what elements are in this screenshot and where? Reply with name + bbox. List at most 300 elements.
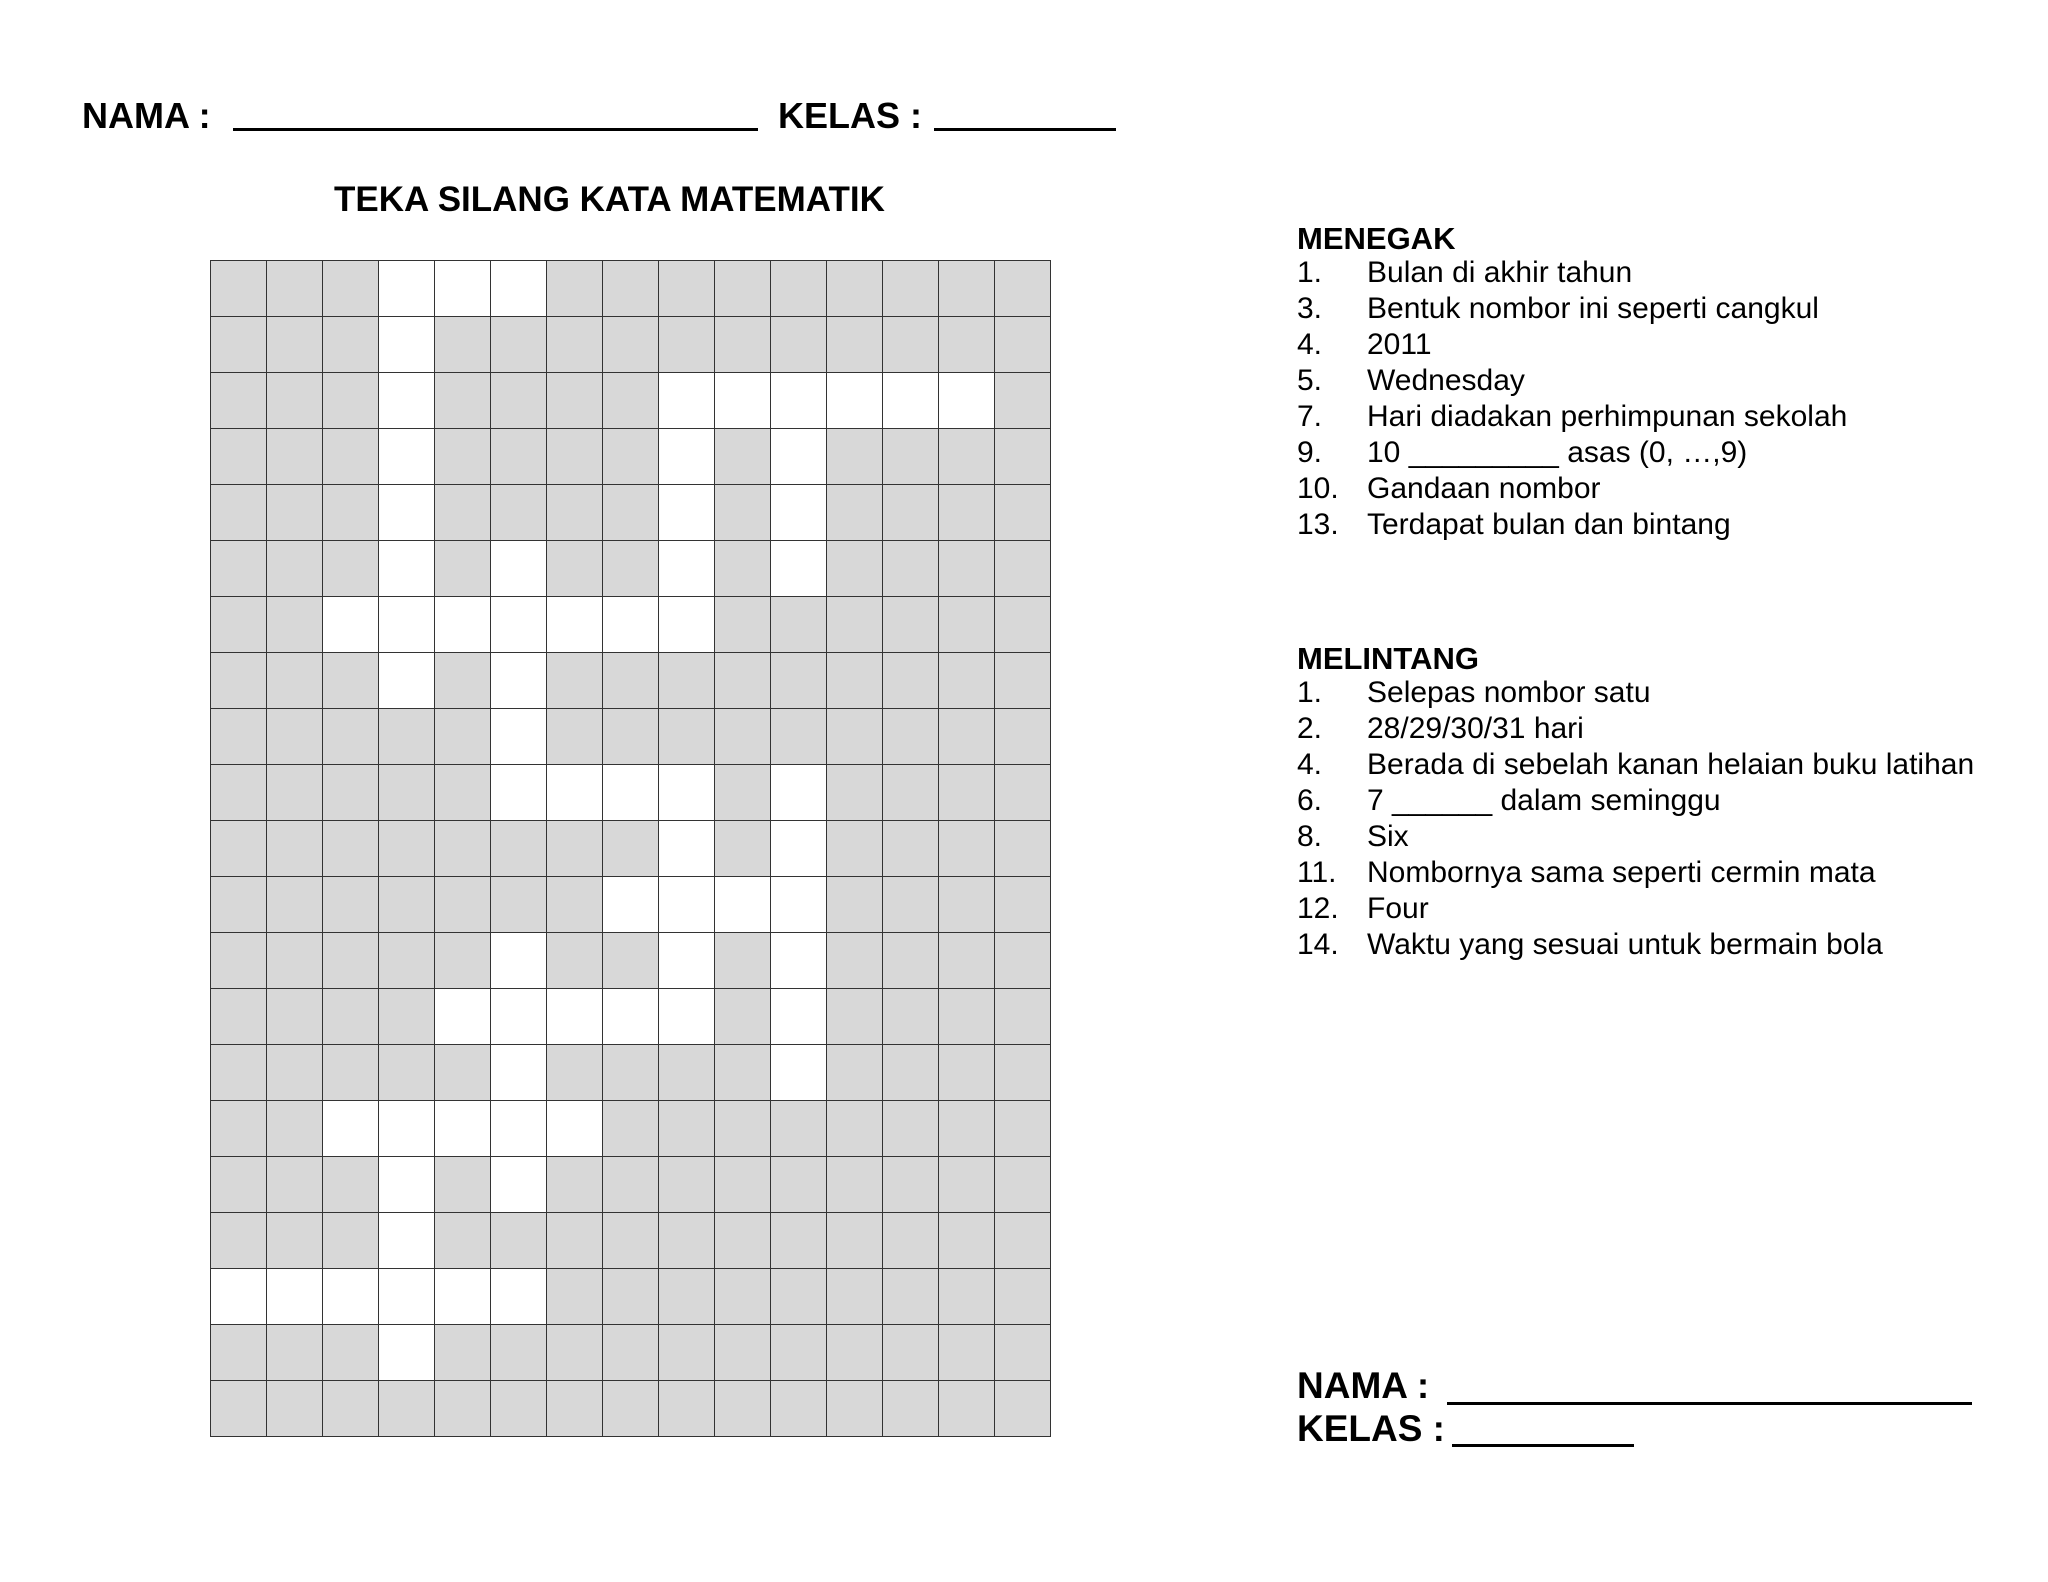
crossword-cell-blocked [771, 1101, 827, 1157]
crossword-cell-open[interactable] [659, 821, 715, 877]
crossword-cell-blocked [323, 373, 379, 429]
crossword-cell-open[interactable] [547, 989, 603, 1045]
clue-text: Bentuk nombor ini seperti cangkul [1367, 292, 1819, 325]
crossword-cell-open[interactable] [659, 933, 715, 989]
crossword-cell-blocked [995, 1269, 1051, 1325]
crossword-cell-open[interactable] [435, 597, 491, 653]
melintang-title: MELINTANG [1297, 641, 1479, 676]
crossword-cell-open[interactable] [659, 989, 715, 1045]
crossword-cell-blocked [267, 597, 323, 653]
crossword-cell-blocked [435, 1213, 491, 1269]
crossword-cell-blocked [491, 1213, 547, 1269]
crossword-cell-blocked [211, 877, 267, 933]
crossword-cell-blocked [827, 317, 883, 373]
crossword-cell-open[interactable] [771, 485, 827, 541]
crossword-cell-open[interactable] [603, 597, 659, 653]
crossword-cell-blocked [883, 653, 939, 709]
crossword-cell-blocked [883, 933, 939, 989]
crossword-cell-open[interactable] [827, 373, 883, 429]
clue-text: 10 _________ asas (0, …,9) [1367, 436, 1748, 469]
crossword-cell-blocked [771, 1213, 827, 1269]
crossword-cell-open[interactable] [379, 317, 435, 373]
crossword-cell-open[interactable] [211, 1269, 267, 1325]
crossword-cell-blocked [995, 429, 1051, 485]
crossword-cell-blocked [491, 317, 547, 373]
clue-number: 12. [1297, 892, 1339, 925]
crossword-cell-blocked [267, 1101, 323, 1157]
crossword-cell-open[interactable] [323, 1269, 379, 1325]
crossword-cell-open[interactable] [491, 653, 547, 709]
crossword-cell-blocked [323, 709, 379, 765]
crossword-cell-open[interactable] [547, 765, 603, 821]
clue-number: 3. [1297, 292, 1323, 325]
crossword-cell-blocked [547, 1045, 603, 1101]
crossword-cell-blocked [939, 1381, 995, 1437]
crossword-cell-open[interactable] [883, 373, 939, 429]
crossword-cell-blocked [939, 1269, 995, 1325]
clue-text: Terdapat bulan dan bintang [1367, 508, 1731, 541]
crossword-cell-blocked [435, 877, 491, 933]
crossword-cell-blocked [323, 653, 379, 709]
crossword-cell-blocked [435, 1045, 491, 1101]
crossword-cell-blocked [211, 1325, 267, 1381]
crossword-cell-open[interactable] [491, 989, 547, 1045]
crossword-cell-blocked [939, 1157, 995, 1213]
crossword-cell-blocked [323, 317, 379, 373]
crossword-cell-blocked [547, 541, 603, 597]
crossword-cell-open[interactable] [547, 1101, 603, 1157]
clue-text: 2011 [1367, 328, 1432, 361]
crossword-cell-blocked [939, 989, 995, 1045]
crossword-cell-blocked [603, 541, 659, 597]
crossword-cell-blocked [827, 1101, 883, 1157]
crossword-cell-blocked [995, 261, 1051, 317]
crossword-cell-blocked [659, 1101, 715, 1157]
crossword-cell-blocked [939, 317, 995, 373]
crossword-cell-open[interactable] [323, 597, 379, 653]
crossword-cell-blocked [547, 1213, 603, 1269]
crossword-cell-blocked [771, 1269, 827, 1325]
crossword-cell-blocked [267, 1213, 323, 1269]
crossword-cell-open[interactable] [659, 877, 715, 933]
crossword-cell-blocked [659, 1213, 715, 1269]
crossword-cell-blocked [939, 597, 995, 653]
crossword-cell-blocked [211, 989, 267, 1045]
crossword-cell-blocked [603, 1213, 659, 1269]
crossword-cell-open[interactable] [491, 1101, 547, 1157]
crossword-grid [210, 260, 1051, 1437]
crossword-cell-open[interactable] [659, 597, 715, 653]
crossword-cell-blocked [211, 933, 267, 989]
crossword-cell-blocked [995, 1101, 1051, 1157]
clue-number: 4. [1297, 748, 1323, 781]
crossword-cell-blocked [603, 1269, 659, 1325]
crossword-cell-open[interactable] [491, 1157, 547, 1213]
crossword-cell-blocked [995, 1213, 1051, 1269]
crossword-cell-blocked [603, 1381, 659, 1437]
crossword-cell-blocked [547, 429, 603, 485]
crossword-cell-blocked [659, 317, 715, 373]
crossword-cell-open[interactable] [379, 373, 435, 429]
clue-text: Hari diadakan perhimpunan sekolah [1367, 400, 1848, 433]
clue-number: 13. [1297, 508, 1339, 541]
crossword-cell-blocked [435, 317, 491, 373]
crossword-cell-blocked [939, 1101, 995, 1157]
crossword-cell-blocked [659, 1381, 715, 1437]
crossword-cell-open[interactable] [603, 989, 659, 1045]
crossword-cell-blocked [883, 1157, 939, 1213]
clue-number: 7. [1297, 400, 1323, 433]
clue-number: 2. [1297, 712, 1323, 745]
crossword-cell-blocked [883, 1269, 939, 1325]
crossword-cell-open[interactable] [715, 373, 771, 429]
clue-number: 9. [1297, 436, 1323, 469]
crossword-cell-open[interactable] [491, 1269, 547, 1325]
crossword-cell-open[interactable] [491, 597, 547, 653]
crossword-cell-blocked [995, 709, 1051, 765]
clue-number: 1. [1297, 676, 1323, 709]
crossword-cell-open[interactable] [379, 485, 435, 541]
crossword-cell-open[interactable] [267, 1269, 323, 1325]
crossword-cell-blocked [995, 485, 1051, 541]
clue-number: 10. [1297, 472, 1339, 505]
clue-text: Waktu yang sesuai untuk bermain bola [1367, 928, 1883, 961]
crossword-cell-blocked [715, 541, 771, 597]
crossword-cell-blocked [715, 653, 771, 709]
crossword-cell-blocked [995, 1157, 1051, 1213]
crossword-cell-blocked [379, 1381, 435, 1437]
crossword-cell-blocked [491, 1381, 547, 1437]
crossword-cell-blocked [939, 541, 995, 597]
crossword-cell-blocked [659, 709, 715, 765]
crossword-cell-blocked [659, 1325, 715, 1381]
crossword-cell-open[interactable] [659, 541, 715, 597]
crossword-cell-blocked [379, 821, 435, 877]
crossword-cell-open[interactable] [771, 765, 827, 821]
footer-name-field[interactable] [1447, 1402, 1972, 1405]
crossword-cell-open[interactable] [771, 877, 827, 933]
crossword-cell-open[interactable] [771, 373, 827, 429]
crossword-cell-blocked [995, 653, 1051, 709]
crossword-cell-blocked [267, 933, 323, 989]
crossword-cell-blocked [211, 1213, 267, 1269]
crossword-cell-blocked [715, 261, 771, 317]
crossword-cell-blocked [827, 765, 883, 821]
crossword-cell-open[interactable] [659, 485, 715, 541]
crossword-cell-blocked [211, 653, 267, 709]
crossword-cell-blocked [883, 1381, 939, 1437]
crossword-cell-blocked [323, 765, 379, 821]
crossword-cell-open[interactable] [771, 429, 827, 485]
crossword-cell-blocked [939, 653, 995, 709]
crossword-cell-blocked [547, 653, 603, 709]
name-field[interactable] [233, 128, 758, 131]
crossword-cell-blocked [267, 709, 323, 765]
crossword-cell-blocked [211, 1381, 267, 1437]
crossword-cell-blocked [883, 877, 939, 933]
crossword-cell-blocked [211, 765, 267, 821]
crossword-cell-blocked [995, 597, 1051, 653]
crossword-cell-blocked [323, 1381, 379, 1437]
crossword-cell-blocked [435, 373, 491, 429]
crossword-cell-open[interactable] [379, 653, 435, 709]
crossword-cell-blocked [827, 989, 883, 1045]
page-title: TEKA SILANG KATA MATEMATIK [334, 180, 885, 219]
crossword-cell-blocked [715, 1045, 771, 1101]
crossword-cell-blocked [491, 1325, 547, 1381]
clue-text: Berada di sebelah kanan helaian buku latihan [1367, 748, 1975, 781]
crossword-cell-blocked [603, 261, 659, 317]
crossword-cell-blocked [491, 877, 547, 933]
crossword-cell-blocked [491, 429, 547, 485]
crossword-cell-open[interactable] [603, 877, 659, 933]
crossword-cell-blocked [883, 821, 939, 877]
crossword-cell-blocked [211, 597, 267, 653]
crossword-cell-blocked [211, 1157, 267, 1213]
crossword-cell-blocked [715, 429, 771, 485]
crossword-cell-open[interactable] [491, 709, 547, 765]
crossword-cell-open[interactable] [491, 765, 547, 821]
crossword-cell-open[interactable] [435, 1101, 491, 1157]
crossword-cell-blocked [939, 1045, 995, 1101]
crossword-cell-open[interactable] [603, 765, 659, 821]
crossword-cell-blocked [547, 1325, 603, 1381]
clue-text: Six [1367, 820, 1409, 853]
crossword-cell-blocked [827, 597, 883, 653]
crossword-cell-blocked [939, 709, 995, 765]
crossword-cell-blocked [603, 485, 659, 541]
clue-number: 6. [1297, 784, 1323, 817]
crossword-cell-blocked [883, 429, 939, 485]
crossword-cell-blocked [659, 261, 715, 317]
crossword-cell-blocked [715, 933, 771, 989]
crossword-cell-blocked [771, 653, 827, 709]
crossword-cell-blocked [435, 541, 491, 597]
crossword-cell-open[interactable] [379, 1157, 435, 1213]
crossword-cell-blocked [435, 429, 491, 485]
crossword-cell-blocked [211, 541, 267, 597]
crossword-cell-blocked [323, 1325, 379, 1381]
crossword-cell-blocked [603, 429, 659, 485]
crossword-cell-blocked [323, 989, 379, 1045]
crossword-cell-blocked [883, 765, 939, 821]
crossword-cell-blocked [939, 821, 995, 877]
crossword-cell-open[interactable] [379, 541, 435, 597]
crossword-cell-blocked [715, 1381, 771, 1437]
crossword-cell-blocked [547, 877, 603, 933]
crossword-cell-blocked [491, 485, 547, 541]
crossword-cell-blocked [435, 709, 491, 765]
crossword-cell-blocked [323, 1157, 379, 1213]
crossword-cell-open[interactable] [435, 261, 491, 317]
crossword-cell-blocked [939, 261, 995, 317]
crossword-cell-blocked [939, 765, 995, 821]
class-label: KELAS : [778, 95, 922, 136]
crossword-cell-blocked [715, 317, 771, 373]
crossword-cell-open[interactable] [379, 1269, 435, 1325]
crossword-cell-blocked [995, 373, 1051, 429]
crossword-cell-blocked [883, 1213, 939, 1269]
crossword-cell-open[interactable] [379, 261, 435, 317]
crossword-cell-open[interactable] [659, 429, 715, 485]
crossword-cell-blocked [267, 317, 323, 373]
crossword-cell-blocked [603, 933, 659, 989]
crossword-cell-blocked [995, 821, 1051, 877]
crossword-cell-blocked [995, 933, 1051, 989]
crossword-cell-open[interactable] [659, 765, 715, 821]
footer-class-field[interactable] [1452, 1444, 1634, 1447]
crossword-cell-blocked [547, 1269, 603, 1325]
class-field[interactable] [934, 128, 1116, 131]
crossword-cell-blocked [379, 877, 435, 933]
crossword-cell-blocked [379, 989, 435, 1045]
clue-text: Gandaan nombor [1367, 472, 1601, 505]
crossword-cell-blocked [267, 877, 323, 933]
crossword-cell-blocked [827, 429, 883, 485]
crossword-cell-blocked [939, 1213, 995, 1269]
crossword-cell-blocked [715, 1269, 771, 1325]
crossword-cell-blocked [211, 261, 267, 317]
crossword-cell-blocked [715, 1213, 771, 1269]
crossword-cell-blocked [715, 597, 771, 653]
crossword-cell-open[interactable] [379, 597, 435, 653]
crossword-cell-blocked [827, 1157, 883, 1213]
crossword-cell-blocked [995, 877, 1051, 933]
crossword-cell-blocked [883, 1325, 939, 1381]
crossword-cell-blocked [827, 1213, 883, 1269]
crossword-cell-blocked [659, 653, 715, 709]
crossword-cell-blocked [883, 485, 939, 541]
crossword-cell-blocked [323, 821, 379, 877]
crossword-cell-blocked [435, 485, 491, 541]
crossword-cell-blocked [547, 1381, 603, 1437]
crossword-cell-blocked [435, 653, 491, 709]
crossword-cell-blocked [771, 261, 827, 317]
crossword-cell-blocked [211, 373, 267, 429]
crossword-cell-blocked [547, 933, 603, 989]
crossword-cell-blocked [267, 1157, 323, 1213]
crossword-cell-blocked [267, 541, 323, 597]
crossword-cell-blocked [771, 317, 827, 373]
crossword-cell-open[interactable] [771, 989, 827, 1045]
crossword-cell-open[interactable] [323, 1101, 379, 1157]
crossword-cell-blocked [211, 1101, 267, 1157]
crossword-cell-blocked [491, 821, 547, 877]
crossword-cell-blocked [827, 653, 883, 709]
crossword-cell-open[interactable] [491, 541, 547, 597]
crossword-cell-blocked [547, 317, 603, 373]
crossword-cell-open[interactable] [771, 1045, 827, 1101]
crossword-cell-blocked [827, 1045, 883, 1101]
crossword-cell-blocked [883, 1045, 939, 1101]
crossword-cell-blocked [715, 709, 771, 765]
clue-number: 14. [1297, 928, 1339, 961]
crossword-cell-blocked [659, 1269, 715, 1325]
crossword-cell-blocked [603, 317, 659, 373]
crossword-cell-blocked [547, 261, 603, 317]
crossword-cell-open[interactable] [435, 1269, 491, 1325]
crossword-cell-blocked [323, 485, 379, 541]
crossword-cell-blocked [547, 709, 603, 765]
crossword-cell-blocked [939, 877, 995, 933]
crossword-cell-open[interactable] [491, 261, 547, 317]
crossword-cell-blocked [827, 541, 883, 597]
crossword-cell-open[interactable] [939, 373, 995, 429]
crossword-cell-open[interactable] [659, 373, 715, 429]
crossword-cell-blocked [379, 765, 435, 821]
crossword-cell-open[interactable] [491, 933, 547, 989]
crossword-cell-blocked [323, 1045, 379, 1101]
crossword-cell-blocked [491, 373, 547, 429]
crossword-cell-blocked [939, 933, 995, 989]
crossword-cell-blocked [827, 933, 883, 989]
clue-text: Nombornya sama seperti cermin mata [1367, 856, 1876, 889]
crossword-cell-blocked [603, 821, 659, 877]
crossword-cell-blocked [267, 485, 323, 541]
crossword-cell-blocked [995, 765, 1051, 821]
crossword-cell-blocked [267, 1045, 323, 1101]
crossword-cell-blocked [267, 373, 323, 429]
crossword-cell-blocked [939, 429, 995, 485]
crossword-cell-blocked [827, 1381, 883, 1437]
crossword-cell-open[interactable] [715, 877, 771, 933]
crossword-cell-open[interactable] [435, 989, 491, 1045]
crossword-cell-blocked [267, 1325, 323, 1381]
name-label: NAMA : [82, 95, 211, 136]
crossword-cell-blocked [603, 1157, 659, 1213]
crossword-cell-blocked [603, 1045, 659, 1101]
clue-text: 7 ______ dalam seminggu [1367, 784, 1721, 817]
crossword-cell-blocked [715, 1325, 771, 1381]
crossword-cell-blocked [267, 1381, 323, 1437]
crossword-cell-blocked [995, 541, 1051, 597]
crossword-cell-open[interactable] [771, 541, 827, 597]
crossword-cell-blocked [659, 1045, 715, 1101]
crossword-cell-blocked [435, 933, 491, 989]
crossword-cell-blocked [211, 821, 267, 877]
crossword-cell-blocked [827, 821, 883, 877]
crossword-cell-blocked [715, 821, 771, 877]
crossword-cell-open[interactable] [547, 597, 603, 653]
crossword-cell-blocked [883, 989, 939, 1045]
clue-text: 28/29/30/31 hari [1367, 712, 1584, 745]
crossword-cell-blocked [771, 1157, 827, 1213]
crossword-cell-open[interactable] [379, 1213, 435, 1269]
crossword-cell-open[interactable] [771, 933, 827, 989]
crossword-cell-blocked [435, 1381, 491, 1437]
crossword-cell-blocked [547, 1157, 603, 1213]
crossword-cell-blocked [323, 429, 379, 485]
crossword-cell-open[interactable] [771, 821, 827, 877]
crossword-cell-blocked [883, 261, 939, 317]
clue-text: Four [1367, 892, 1429, 925]
crossword-cell-blocked [883, 709, 939, 765]
crossword-cell-open[interactable] [379, 429, 435, 485]
crossword-cell-blocked [995, 1381, 1051, 1437]
crossword-cell-blocked [435, 765, 491, 821]
crossword-cell-open[interactable] [379, 1325, 435, 1381]
menegak-title: MENEGAK [1297, 221, 1456, 256]
crossword-cell-open[interactable] [491, 1045, 547, 1101]
crossword-cell-blocked [603, 653, 659, 709]
crossword-cell-blocked [267, 765, 323, 821]
crossword-cell-blocked [267, 989, 323, 1045]
crossword-cell-open[interactable] [379, 1101, 435, 1157]
crossword-cell-blocked [603, 1325, 659, 1381]
crossword-cell-blocked [267, 429, 323, 485]
crossword-cell-blocked [435, 821, 491, 877]
crossword-cell-blocked [939, 1325, 995, 1381]
